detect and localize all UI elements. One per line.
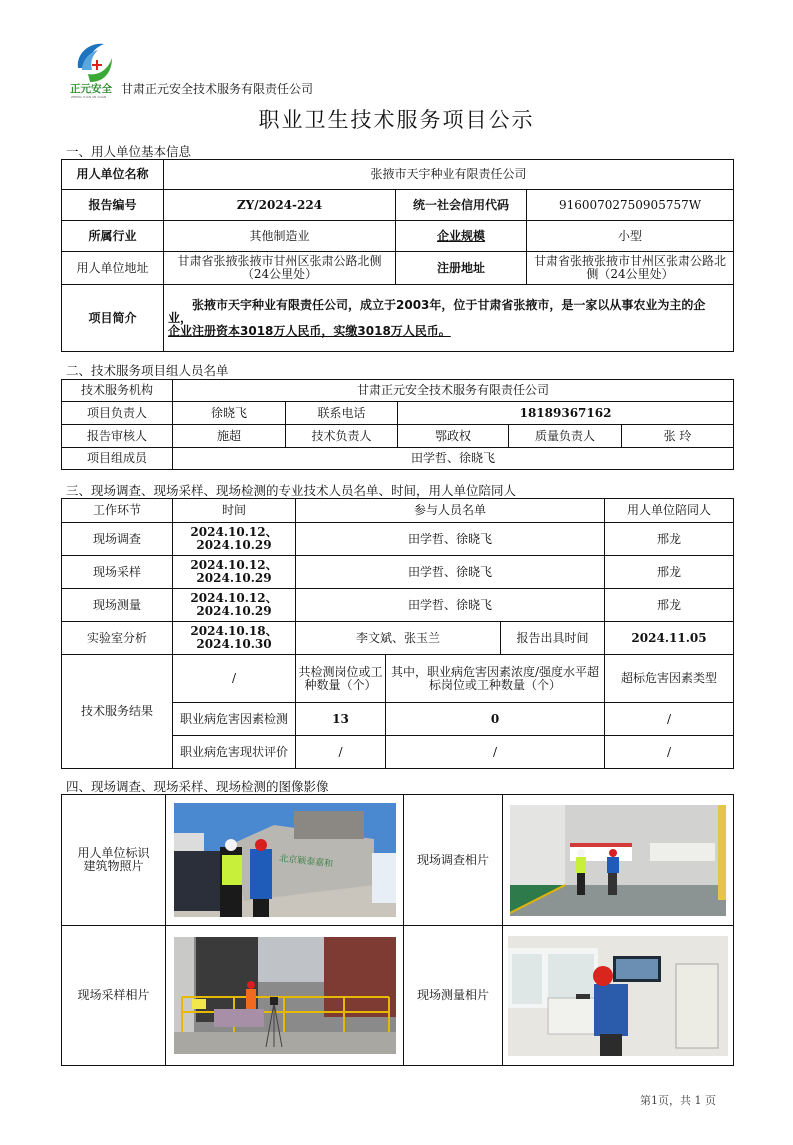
- escort-cell: 邢龙: [605, 523, 734, 556]
- header-time: 时间: [173, 499, 296, 523]
- people-cell: 田学哲、徐晓飞: [296, 589, 605, 622]
- time-end: 2024.10.29: [196, 604, 272, 618]
- section2-title: 二、技术服务项目组人员名单: [66, 363, 229, 378]
- results-count: /: [296, 736, 386, 769]
- time-cell: [173, 589, 296, 622]
- lab-time-cell: [173, 622, 296, 655]
- sign-text: 北京颖泰嘉和: [278, 854, 333, 870]
- results-head-count: 共检测岗位或工种数量（个）: [296, 655, 386, 703]
- leader-value: 徐晓飞: [173, 402, 286, 425]
- time-end: 2024.10.29: [196, 571, 272, 585]
- members-label: 项目组成员: [62, 448, 173, 470]
- industry-value: 其他制造业: [164, 221, 396, 252]
- table-row: [62, 523, 734, 556]
- results-head-type: 超标危害因素类型: [605, 655, 734, 703]
- tech-lead-label: 技术负责人: [286, 425, 398, 448]
- stage-cell: 现场采样: [62, 556, 173, 589]
- photo4-label: 现场测量相片: [404, 926, 503, 1066]
- lab-stage-cell: 实验室分析: [62, 622, 173, 655]
- team-table: [61, 379, 734, 470]
- measurement-photo: [508, 936, 728, 1056]
- results-item: 职业病危害因素检测: [173, 703, 296, 736]
- reviewer-label: 报告审核人: [62, 425, 173, 448]
- members-value: 田学哲、徐晓飞: [173, 448, 734, 470]
- time-cell: [173, 523, 296, 556]
- photo4-cell: [503, 926, 734, 1066]
- reg-address-label: 注册地址: [396, 252, 527, 285]
- site-survey-photo: [510, 805, 726, 916]
- lab-row: [62, 622, 734, 655]
- logo-subtext: ZHENG YUAN AN QUAN: [71, 95, 107, 99]
- escort-cell: 邢龙: [605, 589, 734, 622]
- time-end: 2024.10.29: [196, 538, 272, 552]
- lab-people-cell: 李文斌、张玉兰: [296, 622, 501, 655]
- reviewer-value: 施超: [173, 425, 286, 448]
- scale-value: 小型: [527, 221, 734, 252]
- header-escort: 用人单位陪同人: [605, 499, 734, 523]
- report-no-value: ZY/2024-224: [164, 190, 396, 221]
- field-work-table: [61, 498, 734, 769]
- intro-text: [164, 285, 734, 352]
- photo2-label: 现场调查相片: [404, 795, 503, 926]
- time-start: 2024.10.12、: [190, 558, 278, 572]
- section4-title: 四、现场调查、现场采样、现场检测的图像影像: [66, 779, 329, 794]
- quality-lead-label: 质量负责人: [509, 425, 622, 448]
- scale-label: 企业规模: [396, 221, 527, 252]
- time-cell: [173, 556, 296, 589]
- org-value: 甘肃正元安全技术服务有限责任公司: [173, 380, 734, 402]
- address-label: 用人单位地址: [62, 252, 164, 285]
- escort-cell: 邢龙: [605, 556, 734, 589]
- credit-code-label: 统一社会信用代码: [396, 190, 527, 221]
- results-type: /: [605, 736, 734, 769]
- results-exceed: 0: [386, 703, 605, 736]
- quality-lead-value: 张 玲: [622, 425, 734, 448]
- company-logo: [68, 38, 120, 100]
- phone-value: 18189367162: [398, 402, 734, 425]
- results-head-exceed: 其中，职业病危害因素浓度/强度水平超标岗位或工种数量（个）: [386, 655, 605, 703]
- stage-cell: 现场测量: [62, 589, 173, 622]
- address-value: 甘肃省张掖张掖市甘州区张肃公路北侧（24公里处）: [164, 252, 396, 285]
- industry-label: 所属行业: [62, 221, 164, 252]
- intro-line-2: 企业注册资本3018万人民币，实缴3018万人民币。: [168, 323, 451, 338]
- results-head-blank: /: [173, 655, 296, 703]
- results-item: 职业病危害现状评价: [173, 736, 296, 769]
- report-time-label: 报告出具时间: [501, 622, 605, 655]
- leader-label: 项目负责人: [62, 402, 173, 425]
- table-row: [62, 589, 734, 622]
- page-number: 第1页，共 1 页: [640, 1094, 716, 1107]
- tech-lead-value: 鄂政权: [398, 425, 509, 448]
- people-cell: 田学哲、徐晓飞: [296, 556, 605, 589]
- building-sign-photo: [174, 803, 396, 917]
- logo-text: 正元安全: [70, 83, 112, 95]
- section1-title: 一、用人单位基本信息: [66, 144, 192, 159]
- photo3-label: 现场采样相片: [62, 926, 166, 1066]
- employer-name-label: 用人单位名称: [62, 160, 164, 190]
- results-type: /: [605, 703, 734, 736]
- time-start: 2024.10.12、: [190, 591, 278, 605]
- header-stage: 工作环节: [62, 499, 173, 523]
- results-label: 技术服务结果: [62, 655, 173, 769]
- intro-label: 项目简介: [62, 285, 164, 352]
- employer-name-value: 张掖市天宇种业有限责任公司: [164, 160, 734, 190]
- reg-address-value: 甘肃省张掖张掖市甘州区张肃公路北侧（24公里处）: [527, 252, 734, 285]
- org-label: 技术服务机构: [62, 380, 173, 402]
- employer-info-table: [61, 159, 734, 352]
- stage-cell: 现场调查: [62, 523, 173, 556]
- table-row: [62, 556, 734, 589]
- time-start: 2024.10.12、: [190, 525, 278, 539]
- photo1-label: 用人单位标识建筑物照片: [62, 795, 166, 926]
- company-name-header: 甘肃正元安全技术服务有限责任公司: [121, 82, 314, 96]
- intro-line-1: 张掖市天宇种业有限责任公司，成立于2003年，位于甘肃省张掖市，是一家以从事农业为主的企业，: [168, 297, 706, 325]
- report-time-value: 2024.11.05: [605, 622, 734, 655]
- photos-table: [61, 794, 734, 1066]
- phone-label: 联系电话: [286, 402, 398, 425]
- photo1-cell: [166, 795, 404, 926]
- sampling-photo: [174, 937, 396, 1054]
- credit-code-value: 91600702750905757W: [527, 190, 734, 221]
- lab-time-start: 2024.10.18、: [190, 624, 278, 638]
- header-people: 参与人员名单: [296, 499, 605, 523]
- section3-title: 三、现场调查、现场采样、现场检测的专业技术人员名单、时间，用人单位陪同人: [66, 483, 517, 498]
- photo2-cell: [503, 795, 734, 926]
- page-title: 职业卫生技术服务项目公示: [258, 108, 535, 132]
- report-no-label: 报告编号: [62, 190, 164, 221]
- photo3-cell: [166, 926, 404, 1066]
- results-exceed: /: [386, 736, 605, 769]
- lab-time-end: 2024.10.30: [196, 637, 272, 651]
- people-cell: 田学哲、徐晓飞: [296, 523, 605, 556]
- results-count: 13: [296, 703, 386, 736]
